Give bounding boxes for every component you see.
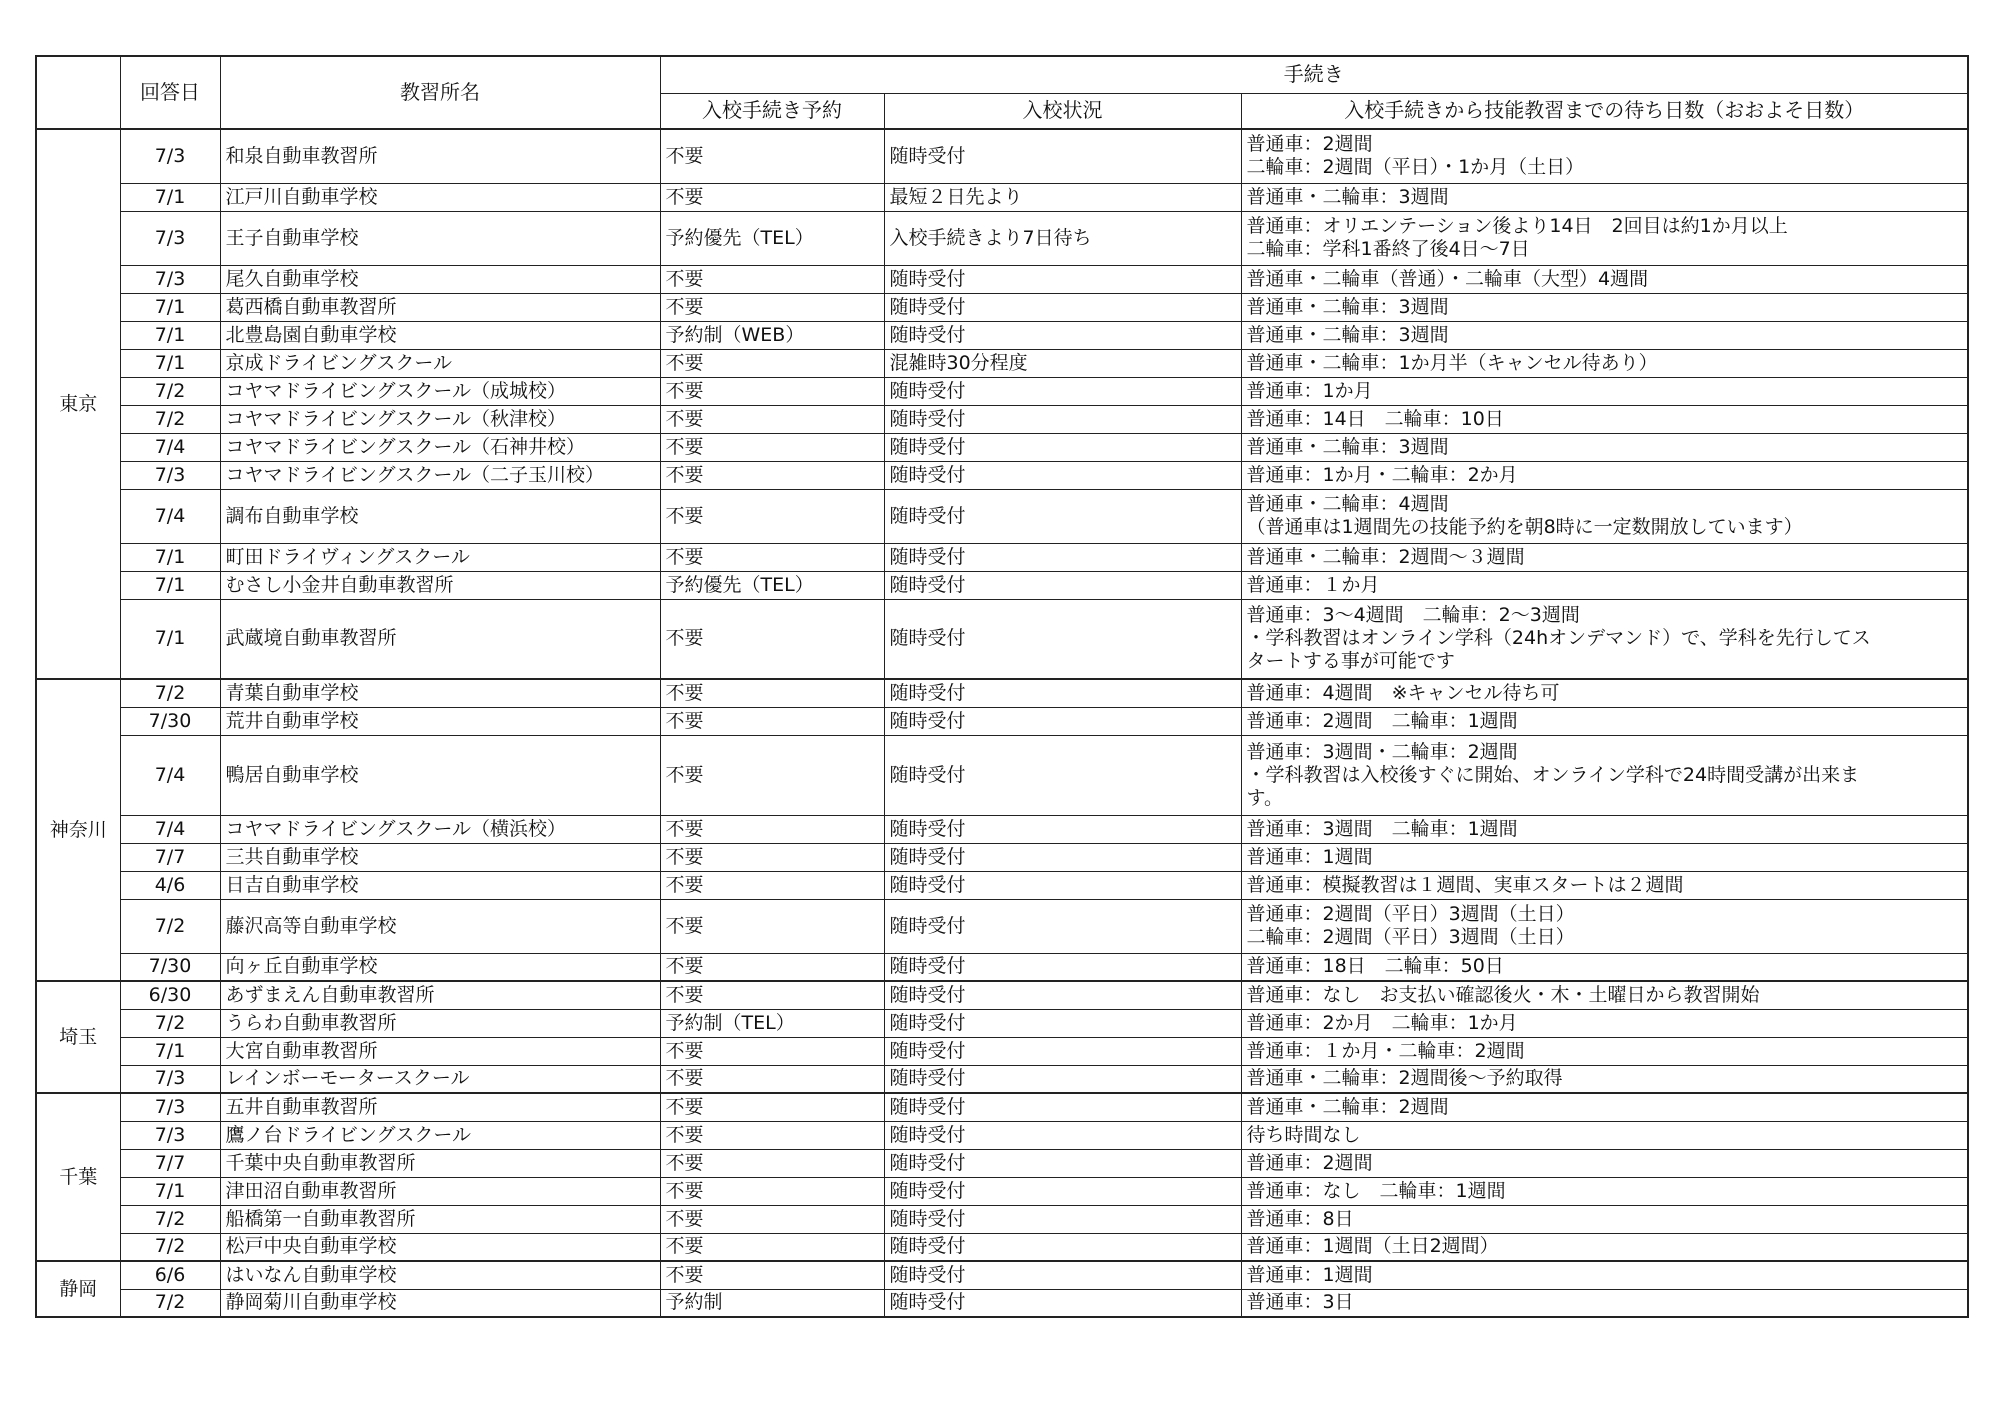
reservation-cell: 不要 xyxy=(660,899,884,953)
reservation-cell: 不要 xyxy=(660,543,884,571)
date-cell: 7/4 xyxy=(120,815,220,843)
school-name-cell: 鷹ノ台ドライビングスクール xyxy=(220,1121,660,1149)
wait-days-line: 普通車：14日 二輪車：10日 xyxy=(1246,407,1504,430)
date-cell: 6/30 xyxy=(120,981,220,1009)
date-cell: 7/3 xyxy=(120,1093,220,1121)
school-name-cell: コヤマドライビングスクール（秋津校） xyxy=(220,405,660,433)
school-name-cell: 静岡菊川自動車学校 xyxy=(220,1289,660,1317)
table-row xyxy=(36,735,1968,815)
wait-days-line: 二輪車：学科1番終了後4日〜7日 xyxy=(1246,238,1530,260)
status-cell: 随時受付 xyxy=(884,1093,1241,1121)
date-cell: 7/2 xyxy=(120,899,220,953)
wait-days-line: 二輪車：2週間（平日）・1か月（土日） xyxy=(1246,156,1585,179)
wait-days-cell xyxy=(1241,1065,1968,1093)
date-cell: 7/2 xyxy=(120,405,220,433)
wait-days-cell xyxy=(1241,129,1968,183)
wait-days-line: 普通車・二輪車：1か月半（キャンセル待あり） xyxy=(1246,351,1658,374)
wait-days-line: 普通車：1か月 xyxy=(1246,379,1373,402)
status-cell: 随時受付 xyxy=(884,815,1241,843)
status-cell: 随時受付 xyxy=(884,1065,1241,1093)
status-cell: 随時受付 xyxy=(884,1205,1241,1233)
region-cell: 静岡 xyxy=(36,1261,120,1317)
school-name-cell: 向ヶ丘自動車学校 xyxy=(220,953,660,981)
wait-days-cell xyxy=(1241,1009,1968,1037)
reservation-cell: 不要 xyxy=(660,871,884,899)
status-cell: 随時受付 xyxy=(884,433,1241,461)
status-cell: 随時受付 xyxy=(884,1121,1241,1149)
table-row xyxy=(36,707,1968,735)
table-row xyxy=(36,433,1968,461)
table-row xyxy=(36,1205,1968,1233)
date-cell: 7/3 xyxy=(120,461,220,489)
table-row xyxy=(36,293,1968,321)
wait-days-cell xyxy=(1241,1121,1968,1149)
status-cell: 随時受付 xyxy=(884,1037,1241,1065)
header-answer-date: 回答日 xyxy=(120,56,220,129)
school-name-cell: 鴨居自動車学校 xyxy=(220,735,660,815)
table-row xyxy=(36,1177,1968,1205)
status-cell: 随時受付 xyxy=(884,843,1241,871)
table-row xyxy=(36,679,1968,707)
wait-days-line: 普通車・二輪車：3週間 xyxy=(1246,295,1449,318)
table-row xyxy=(36,1121,1968,1149)
header-wait-days: 入校手続きから技能教習までの待ち日数（おおよそ日数） xyxy=(1241,93,1968,129)
wait-days-cell xyxy=(1241,1093,1968,1121)
table-row xyxy=(36,461,1968,489)
wait-days-line: す。 xyxy=(1246,786,1283,809)
region-group xyxy=(36,981,1968,1093)
reservation-cell: 不要 xyxy=(660,265,884,293)
date-cell: 7/4 xyxy=(120,433,220,461)
wait-days-cell xyxy=(1241,571,1968,599)
wait-days-line: ・学科教習は入校後すぐに開始、オンライン学科で24時間受講が出来ま xyxy=(1246,763,1860,786)
table-row xyxy=(36,543,1968,571)
status-cell: 随時受付 xyxy=(884,599,1241,679)
wait-days-line: 普通車・二輪車：2週間 xyxy=(1246,1095,1449,1118)
reservation-cell: 不要 xyxy=(660,349,884,377)
status-cell: 随時受付 xyxy=(884,871,1241,899)
date-cell: 7/2 xyxy=(120,679,220,707)
wait-days-cell xyxy=(1241,953,1968,981)
region-group xyxy=(36,679,1968,981)
school-name-cell: 葛西橋自動車教習所 xyxy=(220,293,660,321)
wait-days-line: 普通車：なし 二輪車：1週間 xyxy=(1246,1179,1506,1202)
region-group xyxy=(36,129,1968,679)
table-row xyxy=(36,1289,1968,1317)
date-cell: 7/1 xyxy=(120,543,220,571)
wait-days-line: 普通車：3週間 二輪車：1週間 xyxy=(1246,817,1518,840)
school-name-cell: むさし小金井自動車教習所 xyxy=(220,571,660,599)
status-cell: 入校手続きより7日待ち xyxy=(884,211,1241,265)
school-name-cell: コヤマドライビングスクール（二子玉川校） xyxy=(220,461,660,489)
date-cell: 7/3 xyxy=(120,211,220,265)
wait-days-line: 普通車：2週間（平日）3週間（土日） xyxy=(1246,903,1575,925)
wait-days-line: 普通車・二輪車：3週間 xyxy=(1246,435,1449,458)
status-cell: 随時受付 xyxy=(884,265,1241,293)
status-cell: 随時受付 xyxy=(884,129,1241,183)
wait-days-line: 普通車：オリエンテーション後より14日 2回目は約1か月以上 xyxy=(1246,215,1788,237)
school-name-cell: 青葉自動車学校 xyxy=(220,679,660,707)
status-cell: 随時受付 xyxy=(884,1177,1241,1205)
school-name-cell: 五井自動車教習所 xyxy=(220,1093,660,1121)
wait-days-cell xyxy=(1241,871,1968,899)
table-row xyxy=(36,265,1968,293)
wait-days-line: 待ち時間なし xyxy=(1246,1123,1361,1146)
header-status: 入校状況 xyxy=(884,93,1241,129)
date-cell: 7/2 xyxy=(120,1205,220,1233)
table-row xyxy=(36,1093,1968,1121)
school-name-cell: 和泉自動車教習所 xyxy=(220,129,660,183)
reservation-cell: 不要 xyxy=(660,1177,884,1205)
date-cell: 7/1 xyxy=(120,1037,220,1065)
school-name-cell: 江戸川自動車学校 xyxy=(220,183,660,211)
school-name-cell: 大宮自動車教習所 xyxy=(220,1037,660,1065)
school-name-cell: 松戸中央自動車学校 xyxy=(220,1233,660,1261)
wait-days-line: 普通車・二輪車（普通）・二輪車（大型）4週間 xyxy=(1246,267,1649,290)
date-cell: 7/7 xyxy=(120,1149,220,1177)
table-row xyxy=(36,953,1968,981)
reservation-cell: 不要 xyxy=(660,293,884,321)
status-cell: 随時受付 xyxy=(884,735,1241,815)
reservation-cell: 予約優先（TEL） xyxy=(660,571,884,599)
wait-days-line: 普通車：1週間 xyxy=(1246,1263,1373,1286)
region-group xyxy=(36,1261,1968,1317)
reservation-cell: 予約優先（TEL） xyxy=(660,211,884,265)
date-cell: 7/7 xyxy=(120,843,220,871)
date-cell: 7/1 xyxy=(120,293,220,321)
status-cell: 随時受付 xyxy=(884,1289,1241,1317)
reservation-cell: 不要 xyxy=(660,981,884,1009)
wait-days-line: 普通車：2週間 xyxy=(1246,133,1373,156)
wait-days-line: 普通車：3〜4週間 二輪車：2〜3週間 xyxy=(1246,604,1580,627)
table-row xyxy=(36,349,1968,377)
wait-days-cell xyxy=(1241,679,1968,707)
date-cell: 7/3 xyxy=(120,129,220,183)
school-name-cell: 京成ドライビングスクール xyxy=(220,349,660,377)
school-name-cell: あずまえん自動車教習所 xyxy=(220,981,660,1009)
status-cell: 随時受付 xyxy=(884,571,1241,599)
status-cell: 随時受付 xyxy=(884,543,1241,571)
reservation-cell: 不要 xyxy=(660,461,884,489)
school-name-cell: 荒井自動車学校 xyxy=(220,707,660,735)
reservation-cell: 不要 xyxy=(660,1261,884,1289)
status-cell: 随時受付 xyxy=(884,1261,1241,1289)
header-procedure: 手続き xyxy=(660,56,1968,93)
header-region xyxy=(36,56,120,129)
reservation-cell: 不要 xyxy=(660,433,884,461)
status-cell: 随時受付 xyxy=(884,1009,1241,1037)
school-name-cell: 王子自動車学校 xyxy=(220,211,660,265)
header-school-name: 教習所名 xyxy=(220,56,660,129)
table-row xyxy=(36,899,1968,953)
wait-days-cell xyxy=(1241,543,1968,571)
reservation-cell: 予約制（TEL） xyxy=(660,1009,884,1037)
waiting-days-table xyxy=(35,55,1969,1318)
wait-days-line: 普通車：2週間 xyxy=(1246,1151,1373,1174)
wait-days-line: 普通車・二輪車：2週間後〜予約取得 xyxy=(1246,1067,1563,1090)
wait-days-cell xyxy=(1241,211,1968,265)
date-cell: 7/30 xyxy=(120,707,220,735)
wait-days-line: 普通車：模擬教習は１週間、実車スタートは２週間 xyxy=(1246,873,1684,896)
date-cell: 7/2 xyxy=(120,1009,220,1037)
reservation-cell: 不要 xyxy=(660,1149,884,1177)
wait-days-cell xyxy=(1241,293,1968,321)
school-name-cell: コヤマドライビングスクール（成城校） xyxy=(220,377,660,405)
reservation-cell: 不要 xyxy=(660,1093,884,1121)
region-cell: 東京 xyxy=(36,129,120,679)
date-cell: 7/2 xyxy=(120,1289,220,1317)
region-cell: 千葉 xyxy=(36,1093,120,1261)
header-reservation: 入校手続き予約 xyxy=(660,93,884,129)
region-cell: 神奈川 xyxy=(36,679,120,981)
status-cell: 随時受付 xyxy=(884,1233,1241,1261)
table-row xyxy=(36,1149,1968,1177)
wait-days-cell xyxy=(1241,735,1968,815)
wait-days-line: 普通車・二輪車：3週間 xyxy=(1246,185,1449,208)
wait-days-line: 普通車・二輪車：3週間 xyxy=(1246,323,1449,346)
school-name-cell: 船橋第一自動車教習所 xyxy=(220,1205,660,1233)
wait-days-cell xyxy=(1241,899,1968,953)
date-cell: 7/1 xyxy=(120,321,220,349)
wait-days-cell xyxy=(1241,707,1968,735)
wait-days-line: 普通車：１か月・二輪車：2週間 xyxy=(1246,1039,1525,1062)
wait-days-cell xyxy=(1241,1261,1968,1289)
wait-days-line: 二輪車：2週間（平日）3週間（土日） xyxy=(1246,926,1575,948)
wait-days-line: 普通車：3日 xyxy=(1246,1291,1354,1314)
reservation-cell: 不要 xyxy=(660,707,884,735)
wait-days-cell xyxy=(1241,1289,1968,1317)
wait-days-line: 普通車：2週間 二輪車：1週間 xyxy=(1246,709,1518,732)
wait-days-cell xyxy=(1241,599,1968,679)
wait-days-cell xyxy=(1241,183,1968,211)
table-row xyxy=(36,1261,1968,1289)
wait-days-cell xyxy=(1241,377,1968,405)
wait-days-line: 普通車：2か月 二輪車：1か月 xyxy=(1246,1011,1518,1034)
wait-days-cell xyxy=(1241,265,1968,293)
wait-days-cell xyxy=(1241,981,1968,1009)
wait-days-line: 普通車：4週間 ※キャンセル待ち可 xyxy=(1246,681,1560,704)
status-cell: 随時受付 xyxy=(884,489,1241,543)
reservation-cell: 不要 xyxy=(660,735,884,815)
reservation-cell: 不要 xyxy=(660,815,884,843)
school-name-cell: うらわ自動車教習所 xyxy=(220,1009,660,1037)
status-cell: 随時受付 xyxy=(884,377,1241,405)
date-cell: 7/3 xyxy=(120,1065,220,1093)
table-row xyxy=(36,321,1968,349)
table-row xyxy=(36,815,1968,843)
table-row xyxy=(36,871,1968,899)
date-cell: 7/1 xyxy=(120,349,220,377)
wait-days-line: 普通車：8日 xyxy=(1246,1207,1354,1230)
school-name-cell: 三共自動車学校 xyxy=(220,843,660,871)
status-cell: 随時受付 xyxy=(884,707,1241,735)
school-name-cell: 町田ドライヴィングスクール xyxy=(220,543,660,571)
wait-days-cell xyxy=(1241,1205,1968,1233)
school-name-cell: 北豊島園自動車学校 xyxy=(220,321,660,349)
school-name-cell: 津田沼自動車教習所 xyxy=(220,1177,660,1205)
table-row xyxy=(36,599,1968,679)
reservation-cell: 不要 xyxy=(660,599,884,679)
date-cell: 7/1 xyxy=(120,1177,220,1205)
wait-days-line: 普通車：18日 二輪車：50日 xyxy=(1246,955,1504,978)
region-cell: 埼玉 xyxy=(36,981,120,1093)
status-cell: 随時受付 xyxy=(884,899,1241,953)
wait-days-line: タートする事が可能です xyxy=(1246,650,1455,673)
status-cell: 随時受付 xyxy=(884,953,1241,981)
wait-days-cell xyxy=(1241,489,1968,543)
wait-days-cell xyxy=(1241,405,1968,433)
reservation-cell: 予約制 xyxy=(660,1289,884,1317)
school-name-cell: 武蔵境自動車教習所 xyxy=(220,599,660,679)
table-row xyxy=(36,489,1968,543)
table-row xyxy=(36,1037,1968,1065)
date-cell: 7/3 xyxy=(120,1121,220,1149)
wait-days-cell xyxy=(1241,1177,1968,1205)
reservation-cell: 不要 xyxy=(660,843,884,871)
wait-days-line: 普通車・二輪車：4週間 xyxy=(1246,493,1449,515)
school-name-cell: レインボーモータースクール xyxy=(220,1065,660,1093)
table-row xyxy=(36,1065,1968,1093)
school-name-cell: 千葉中央自動車教習所 xyxy=(220,1149,660,1177)
wait-days-line: 普通車：3週間・二輪車：2週間 xyxy=(1246,740,1518,763)
wait-days-line: 普通車：１か月 xyxy=(1246,573,1380,596)
date-cell: 7/4 xyxy=(120,735,220,815)
date-cell: 7/2 xyxy=(120,1233,220,1261)
table-row xyxy=(36,377,1968,405)
table-row xyxy=(36,1009,1968,1037)
reservation-cell: 不要 xyxy=(660,405,884,433)
reservation-cell: 不要 xyxy=(660,1233,884,1261)
date-cell: 7/1 xyxy=(120,183,220,211)
date-cell: 7/30 xyxy=(120,953,220,981)
wait-days-cell xyxy=(1241,815,1968,843)
reservation-cell: 不要 xyxy=(660,953,884,981)
status-cell: 随時受付 xyxy=(884,679,1241,707)
reservation-cell: 不要 xyxy=(660,1121,884,1149)
wait-days-cell xyxy=(1241,1149,1968,1177)
wait-days-line: 普通車：1か月・二輪車：2か月 xyxy=(1246,463,1518,486)
reservation-cell: 予約制（WEB） xyxy=(660,321,884,349)
table-row xyxy=(36,183,1968,211)
status-cell: 随時受付 xyxy=(884,293,1241,321)
table-header xyxy=(36,56,1968,129)
wait-days-line: 普通車・二輪車：2週間〜３週間 xyxy=(1246,545,1525,568)
wait-days-cell xyxy=(1241,843,1968,871)
status-cell: 随時受付 xyxy=(884,461,1241,489)
school-name-cell: 日吉自動車学校 xyxy=(220,871,660,899)
date-cell: 7/1 xyxy=(120,599,220,679)
wait-days-line: ・学科教習はオンライン学科（24hオンデマンド）で、学科を先行してス xyxy=(1246,627,1871,650)
wait-days-line: 普通車：1週間 xyxy=(1246,845,1373,868)
wait-days-cell xyxy=(1241,1037,1968,1065)
school-name-cell: 調布自動車学校 xyxy=(220,489,660,543)
wait-days-line: （普通車は1週間先の技能予約を朝8時に一定数開放しています） xyxy=(1246,516,1803,538)
school-name-cell: 尾久自動車学校 xyxy=(220,265,660,293)
reservation-cell: 不要 xyxy=(660,489,884,543)
reservation-cell: 不要 xyxy=(660,183,884,211)
status-cell: 随時受付 xyxy=(884,321,1241,349)
status-cell: 随時受付 xyxy=(884,1149,1241,1177)
table-row xyxy=(36,405,1968,433)
wait-days-cell xyxy=(1241,433,1968,461)
reservation-cell: 不要 xyxy=(660,377,884,405)
status-cell: 随時受付 xyxy=(884,981,1241,1009)
date-cell: 7/4 xyxy=(120,489,220,543)
table-row xyxy=(36,211,1968,265)
region-group xyxy=(36,1093,1968,1261)
status-cell: 最短２日先より xyxy=(884,183,1241,211)
date-cell: 7/1 xyxy=(120,571,220,599)
reservation-cell: 不要 xyxy=(660,1065,884,1093)
reservation-cell: 不要 xyxy=(660,1037,884,1065)
reservation-cell: 不要 xyxy=(660,129,884,183)
table-row xyxy=(36,981,1968,1009)
wait-days-line: 普通車：なし お支払い確認後火・木・土曜日から教習開始 xyxy=(1246,983,1760,1006)
date-cell: 4/6 xyxy=(120,871,220,899)
wait-days-cell xyxy=(1241,461,1968,489)
date-cell: 7/3 xyxy=(120,265,220,293)
wait-days-cell xyxy=(1241,321,1968,349)
status-cell: 混雑時30分程度 xyxy=(884,349,1241,377)
reservation-cell: 不要 xyxy=(660,679,884,707)
status-cell: 随時受付 xyxy=(884,405,1241,433)
table-row xyxy=(36,843,1968,871)
table-row xyxy=(36,1233,1968,1261)
date-cell: 7/2 xyxy=(120,377,220,405)
school-name-cell: コヤマドライビングスクール（横浜校） xyxy=(220,815,660,843)
wait-days-cell xyxy=(1241,349,1968,377)
school-name-cell: コヤマドライビングスクール（石神井校） xyxy=(220,433,660,461)
table-row xyxy=(36,129,1968,183)
reservation-cell: 不要 xyxy=(660,1205,884,1233)
table-row xyxy=(36,571,1968,599)
wait-days-cell xyxy=(1241,1233,1968,1261)
wait-days-line: 普通車：1週間（土日2週間） xyxy=(1246,1235,1499,1258)
school-name-cell: 藤沢高等自動車学校 xyxy=(220,899,660,953)
date-cell: 6/6 xyxy=(120,1261,220,1289)
school-name-cell: はいなん自動車学校 xyxy=(220,1261,660,1289)
